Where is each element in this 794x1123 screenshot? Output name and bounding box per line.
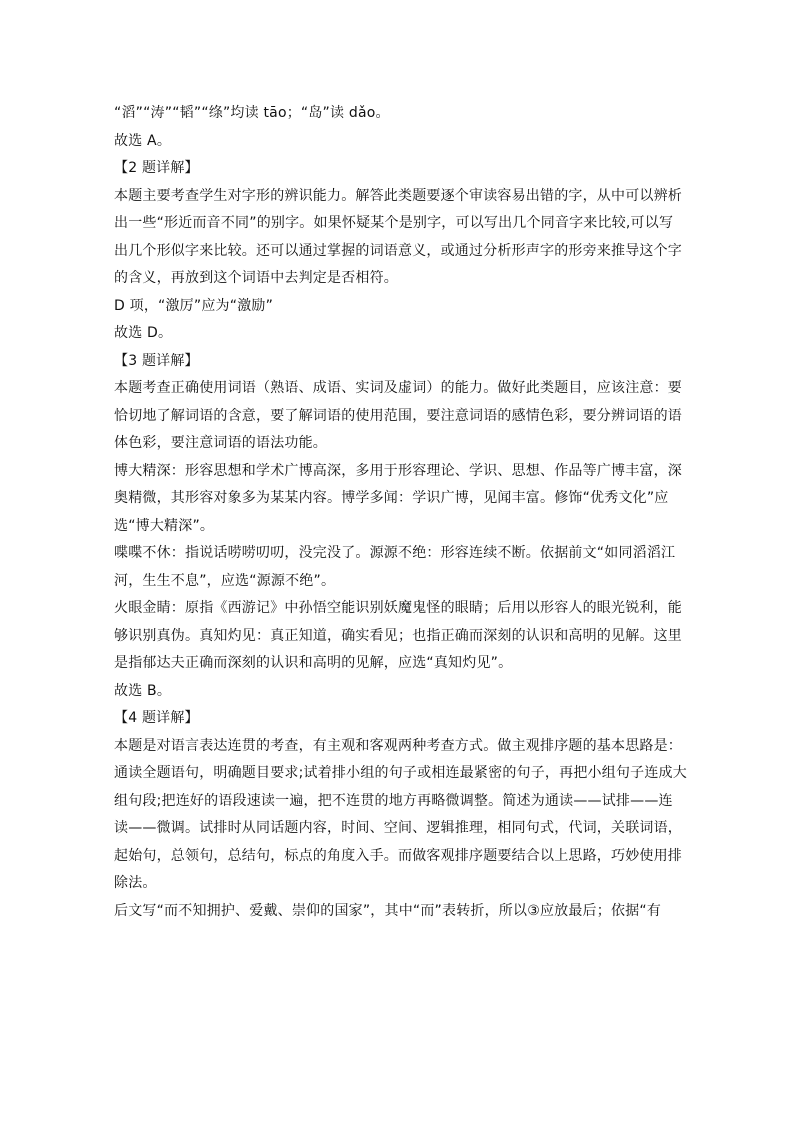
text-line: 故选 B。 [114, 682, 172, 699]
text-line: 本题是对语言表达连贯的考查，有主观和客观两种考查方式。做主观排序题的基本思路是： [114, 737, 682, 754]
text-line: 的含义，再放到这个词语中去判定是否相符。 [114, 270, 398, 286]
text-line: 体色彩，要注意词语的语法功能。 [114, 435, 327, 451]
text-line: 博大精深：形容思想和学术广博高深，多用于形容理论、学识、思想、作品等广博丰富，深 [114, 462, 682, 479]
text-line: 出一些“形近而音不同”的别字。如果怀疑某个是别字，可以写出几个同音字来比较,可以写 [114, 215, 674, 231]
text-line: 本题考查正确使用词语（熟语、成语、实词及虚词）的能力。做好此类题目，应该注意：要 [114, 380, 682, 396]
text-line: D 项，“激厉”应为“激励” [114, 297, 274, 314]
section-heading-q3: 【3 题详解】 [114, 352, 199, 369]
text-line: 够识别真伪。真知灼见：真正知道，确实看见；也指正确而深刻的认识和高明的见解。这里 [114, 627, 682, 644]
text-line: 通读全题语句，明确题目要求;试着排小组的句子或相连最紧密的句子，再把小组句子连成大 [114, 765, 687, 781]
answer-explanation-text [114, 100, 692, 925]
text-line: 出几个形似字来比较。还可以通过掌握的词语意义，或通过分析形声字的形旁来推导这个字 [114, 242, 682, 259]
text-line: 后文写“而不知拥护、爱戴、崇仰的国家”，其中“而”表转折，所以③应放最后；依据“有 [114, 902, 662, 919]
text-line: 组句段;把连好的语段速读一遍，把不连贯的地方再略微调整。简述为通读——试排——连 [114, 792, 673, 809]
text-line: 起始句，总领句，总结句，标点的角度入手。而做客观排序题要结合以上思路，巧妙使用排 [114, 847, 682, 864]
text-line: 故选 A。 [114, 132, 172, 149]
text-line: 除法。 [114, 875, 157, 891]
text-line: 奥精微，其形容对象多为某某内容。博学多闻：学识广博，见闻丰富。修饰“优秀文化”应 [114, 490, 669, 506]
text-line: 是指郁达夫正确而深刻的认识和高明的见解，应选“真知灼见”。 [114, 655, 513, 671]
text-line: 火眼金睛：原指《西游记》中孙悟空能识别妖魔鬼怪的眼睛；后用以形容人的眼光锐利，能 [114, 600, 682, 616]
text-line: 恰切地了解词语的含意，要了解词语的使用范围，要注意词语的感情色彩，要分辨词语的语 [114, 407, 682, 424]
text-line: “滔”“涛”“韬”“绦”均读 tāo；“岛”读 dǎo。 [114, 105, 390, 121]
text-line: 读——微调。试排时从同话题内容，时间、空间、逻辑推理，相同句式，代词，关联词语， [114, 820, 682, 836]
text-line: 河，生生不息”，应选“源源不绝”。 [114, 572, 336, 589]
section-heading-q2: 【2 题详解】 [114, 160, 199, 176]
text-line: 本题主要考查学生对字形的辨识能力。解答此类题要逐个审读容易出错的字，从中可以辨析 [114, 187, 682, 204]
text-line: 故选 D。 [114, 325, 173, 341]
text-line: 选“博大精深”。 [114, 517, 215, 534]
text-line: 喋喋不休：指说话唠唠叨叨，没完没了。源源不绝：形容连续不断。依据前文“如同滔滔江 [114, 545, 676, 561]
section-heading-q4: 【4 题详解】 [114, 710, 199, 726]
